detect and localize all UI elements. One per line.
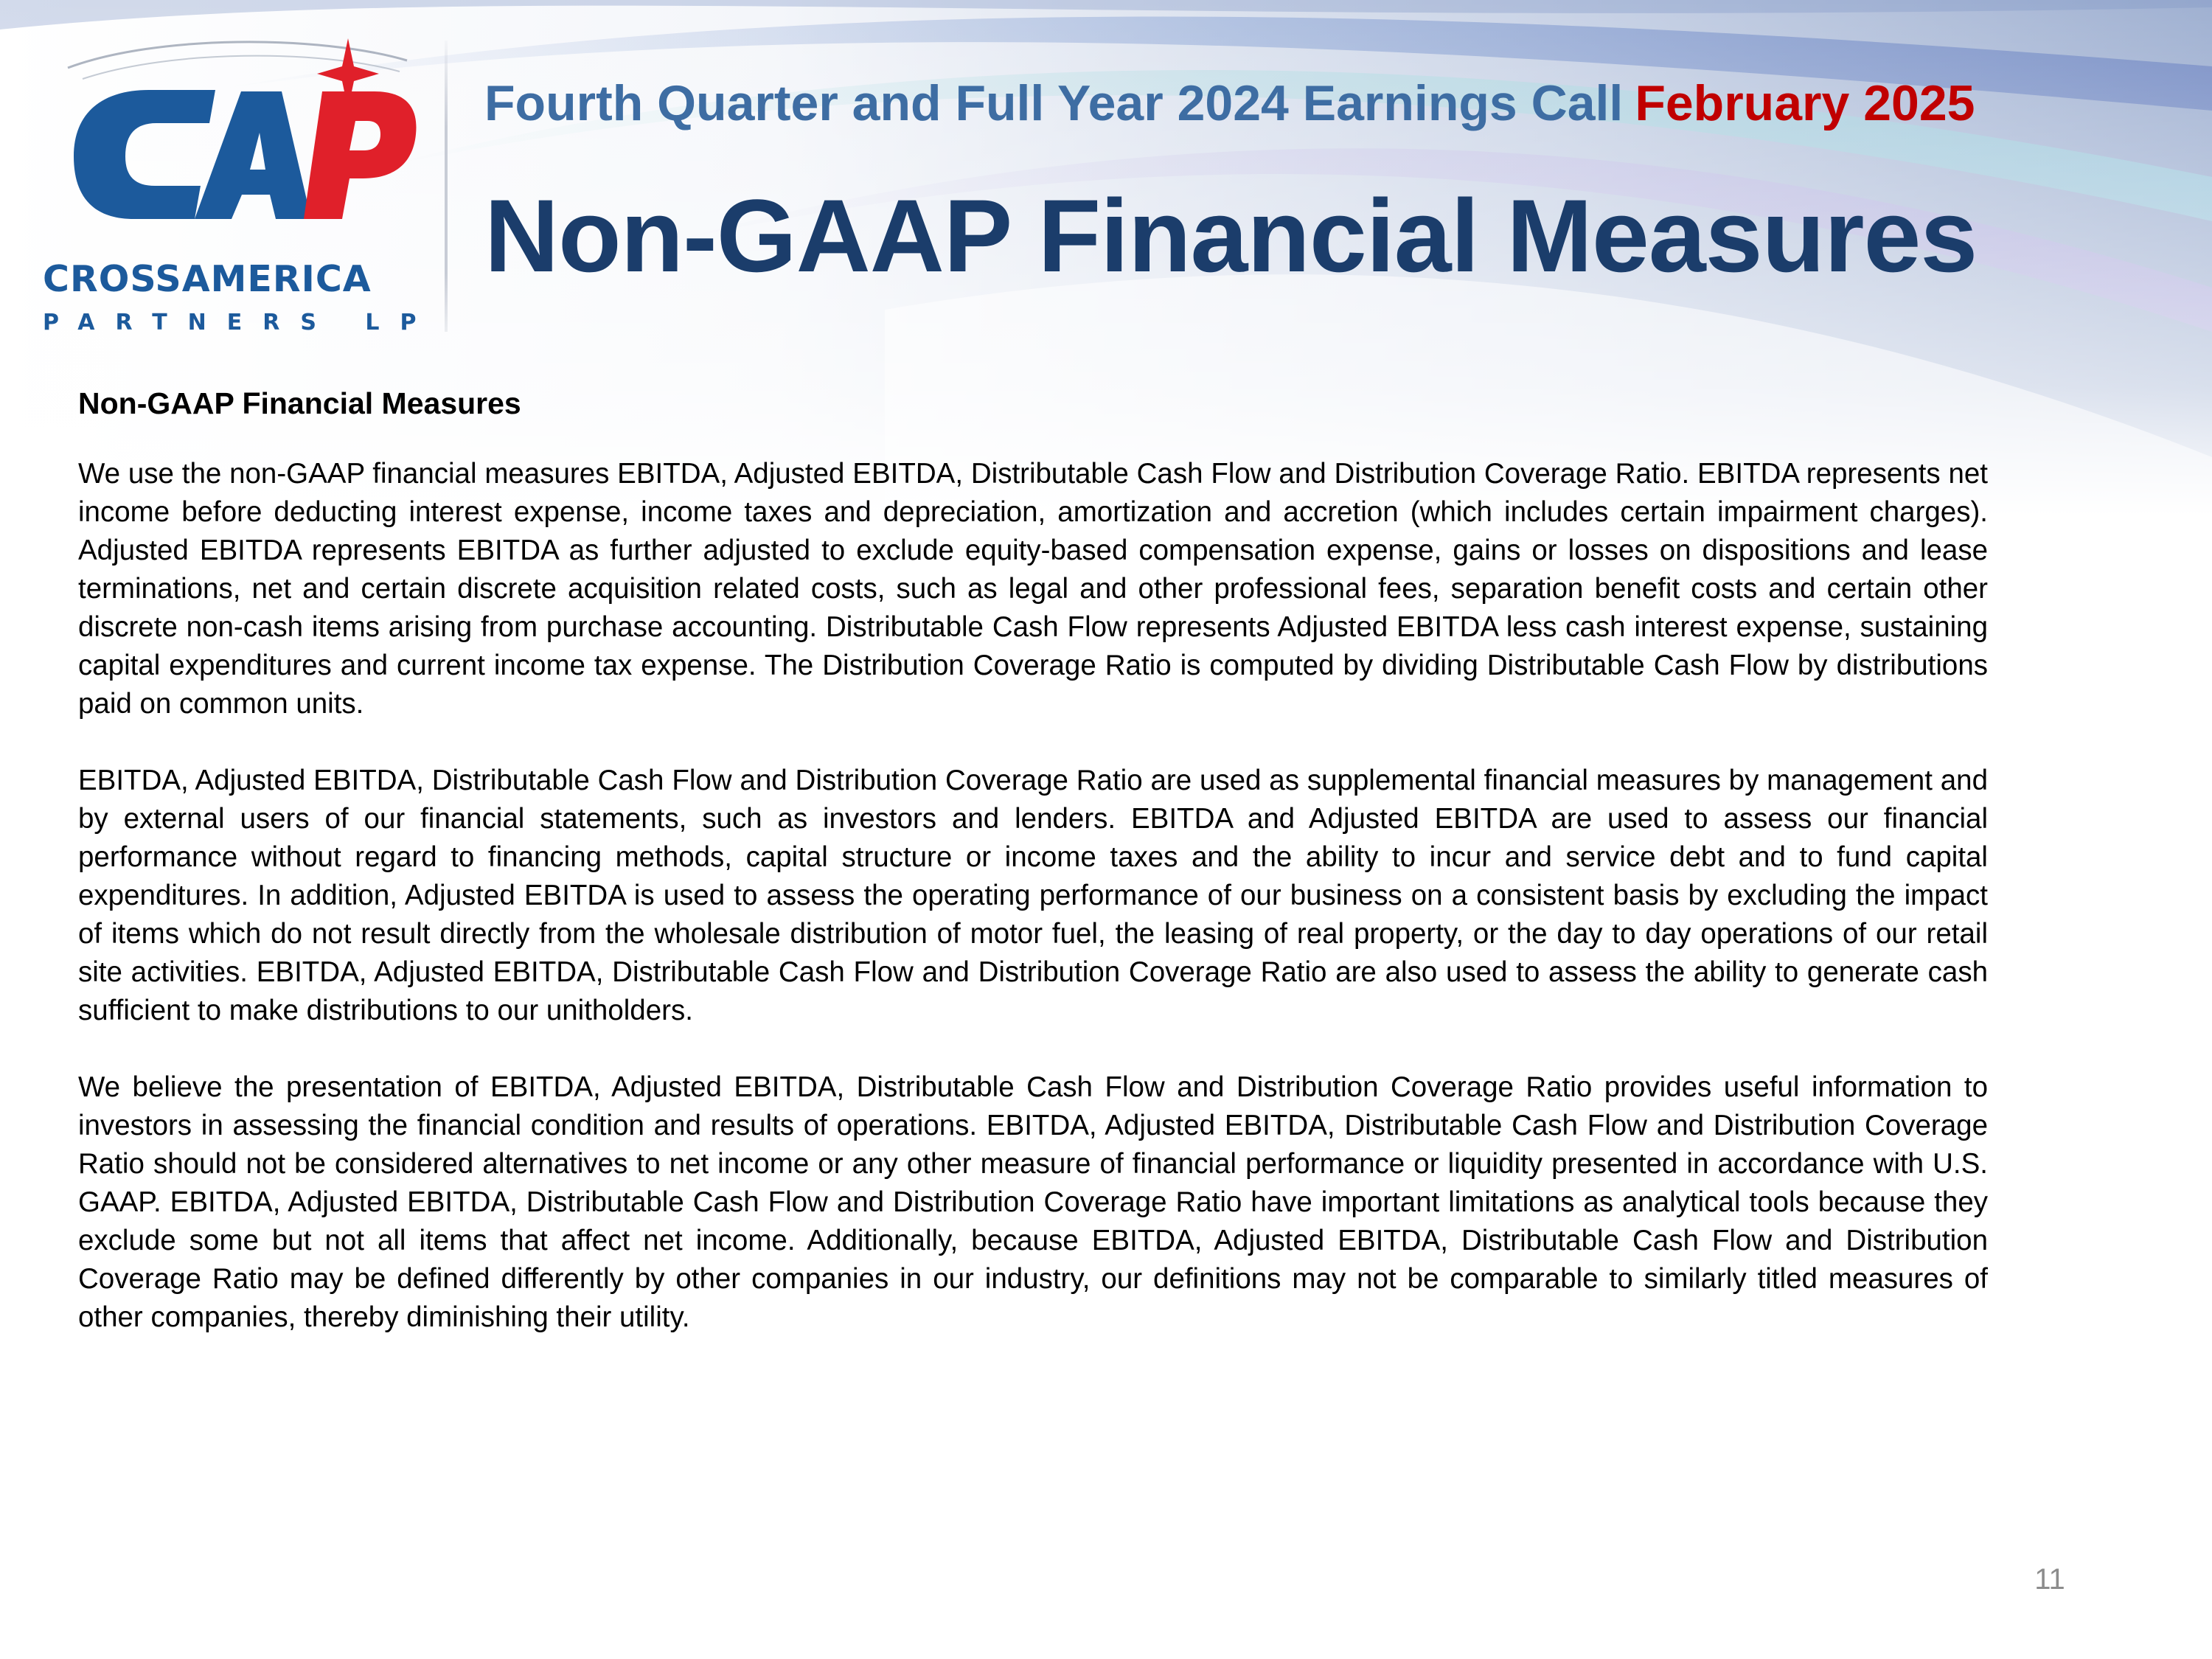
logo-company-sub: PARTNERS LP [43, 310, 437, 335]
page-title: Non-GAAP Financial Measures [484, 178, 1978, 293]
page-number: 11 [2034, 1563, 2065, 1596]
paragraph: EBITDA, Adjusted EBITDA, Distributable Cash Flow and Distribution Coverage Ratio are used as supplemental financial measures by management and by external users of our financial statements, such as investors and lenders. EBITDA and Adjusted EBITDA are used to assess our financial performance without regard to financing methods, capital structure or income taxes and the ability to incur and service debt and to fund capital expenditures. In addition, Adjusted EBITDA is used to assess the operating performance of our business on a consistent basis by excluding the impact of items which do not result directly from the wholesale distribution of motor fuel, the leasing of real property, or the day to day operations of our retail site activities. EBITDA, Adjusted EBITDA, Distributable Cash Flow and Distribution Coverage Ratio are also used to assess the ability to generate cash sufficient to make distributions to our unitholders. [78, 765, 1988, 1026]
logo-divider [445, 41, 448, 332]
header-date: February 2025 [1635, 75, 1975, 131]
logo-company-name: CROSSAMERICA [43, 258, 372, 300]
content-body [78, 380, 1988, 1375]
paragraph: We believe the presentation of EBITDA, Adjusted EBITDA, Distributable Cash Flow and Distribution Coverage Ratio provides useful information to investors in assessing the financial condition and results of operations. EBITDA, Adjusted EBITDA, Distributable Cash Flow and Distribution Coverage Ratio should not be considered alternatives to net income or any other measure of financial performance or liquidity presented in accordance with U.S. GAAP. EBITDA, Adjusted EBITDA, Distributable Cash Flow and Distribution Coverage Ratio have important limitations as analytical tools because they exclude some but not all items that affect net income. Additionally, because EBITDA, Adjusted EBITDA, Distributable Cash Flow and Distribution Coverage Ratio may be defined differently by other companies in our industry, our definitions may not be comparable to similarly titled measures of other companies, thereby diminishing their utility. [78, 1071, 1988, 1333]
header-line [484, 74, 1975, 133]
header-event: Fourth Quarter and Full Year 2024 Earnings Call [484, 75, 1624, 131]
paragraph: We use the non-GAAP financial measures EBITDA, Adjusted EBITDA, Distributable Cash Flow and Distribution Coverage Ratio. EBITDA represents net income before deducting interest expense, income taxes and depreciation, amortization and accretion (which includes certain impairment charges). Adjusted EBITDA represents EBITDA as further adjusted to exclude equity-based compensation expense, gains or losses on dispositions and lease terminations, net and certain discrete acquisition related costs, such as legal and other professional fees, separation benefit costs and certain other discrete non-cash items arising from purchase accounting. Distributable Cash Flow represents Adjusted EBITDA less cash interest expense, sustaining capital expenditures and current income tax expense. The Distribution Coverage Ratio is computed by dividing Distributable Cash Flow by distributions paid on common units. [78, 458, 1988, 720]
section-heading: Non-GAAP Financial Measures [78, 386, 521, 420]
